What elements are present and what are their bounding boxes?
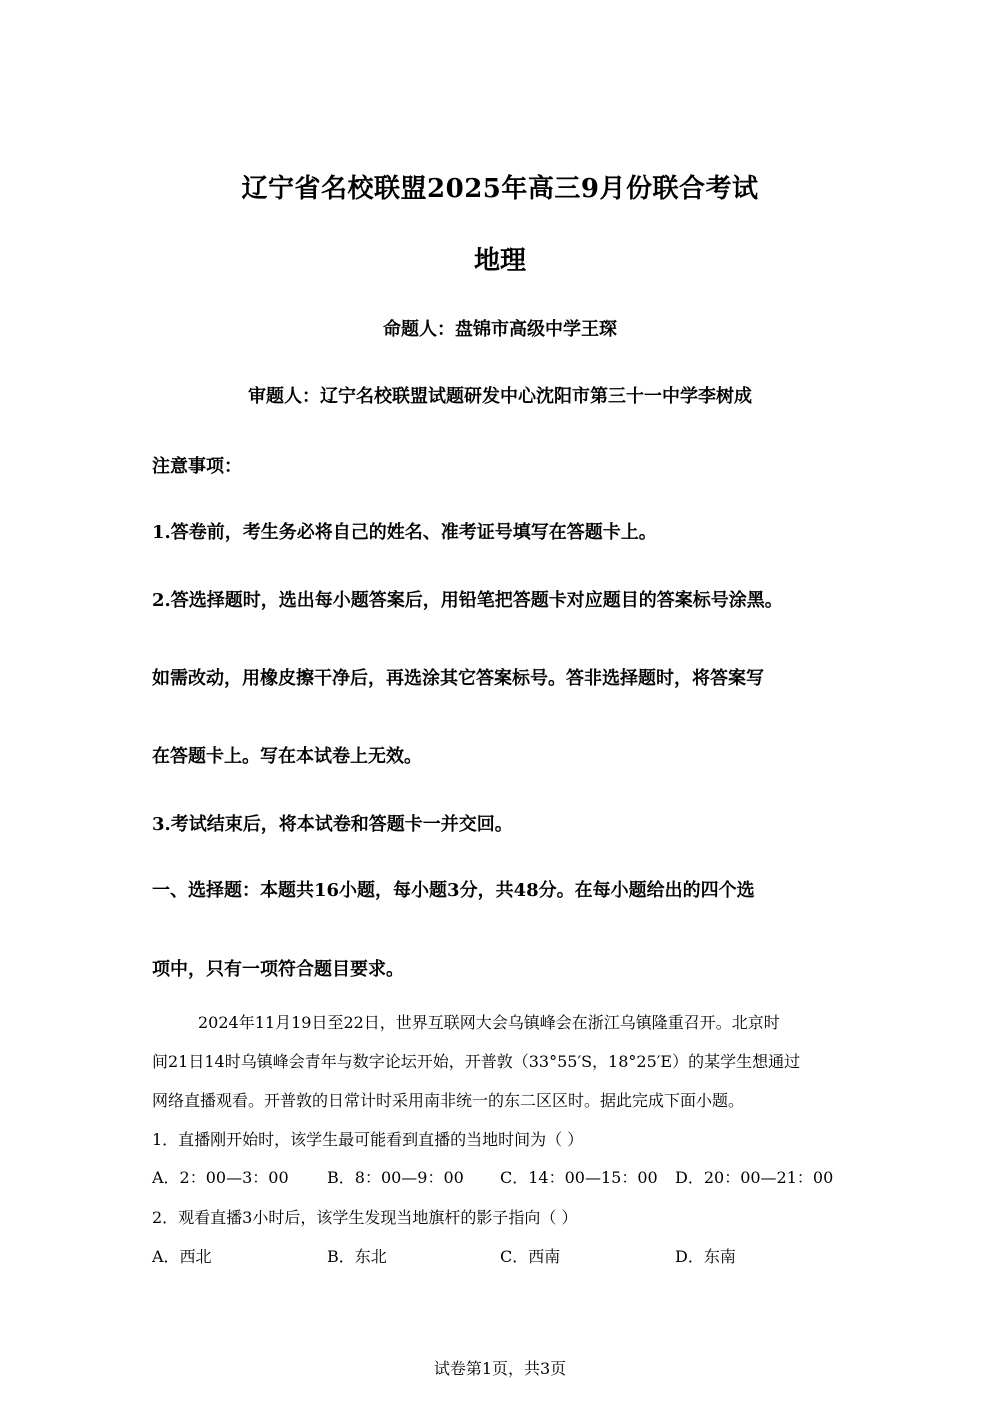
question-1-option-a: A．2：00—3：00 bbox=[152, 1168, 289, 1187]
author-line: 命题人：盘锦市高级中学王琛 bbox=[383, 319, 617, 340]
question-1-option-d: D．20：00—21：00 bbox=[675, 1168, 834, 1187]
question-2-option-a: A．西北 bbox=[152, 1247, 212, 1266]
question-2-option-c: C．西南 bbox=[500, 1247, 561, 1266]
notice-heading: 注意事项： bbox=[152, 456, 242, 477]
notice-item-3: 3.考试结束后，将本试卷和答题卡一并交回。 bbox=[152, 814, 513, 835]
exam-title: 辽宁省名校联盟2025年高三9月份联合考试 bbox=[241, 174, 759, 204]
question-2-option-d: D．东南 bbox=[675, 1247, 736, 1266]
passage-line-1: 2024年11月19日至22日，世界互联网大会乌镇峰会在浙江乌镇隆重召开。北京时 bbox=[198, 1013, 780, 1032]
notice-item-2-line-2: 如需改动，用橡皮擦干净后，再选涂其它答案标号。答非选择题时，将答案写 bbox=[152, 668, 764, 689]
notice-item-2-line-1: 2.答选择题时，选出每小题答案后，用铅笔把答题卡对应题目的答案标号涂黑。 bbox=[152, 590, 783, 611]
subject-title: 地理 bbox=[473, 246, 526, 276]
passage-line-2: 间21日14时乌镇峰会青年与数字论坛开始，开普敦（33°55′S，18°25′E）的某学生想通过 bbox=[152, 1052, 801, 1071]
question-1-stem: 1．直播刚开始时，该学生最可能看到直播的当地时间为（ ） bbox=[152, 1130, 584, 1149]
notice-item-1: 1.答卷前，考生务必将自己的姓名、准考证号填写在答题卡上。 bbox=[152, 522, 657, 543]
question-2-stem: 2．观看直播3小时后，该学生发现当地旗杆的影子指向（ ） bbox=[152, 1208, 578, 1227]
question-2-option-b: B．东北 bbox=[327, 1247, 387, 1266]
section-heading-line-2: 项中，只有一项符合题目要求。 bbox=[152, 959, 404, 980]
question-1-option-b: B．8：00—9：00 bbox=[327, 1168, 464, 1187]
page-footer: 试卷第1页，共3页 bbox=[433, 1359, 567, 1378]
question-1-option-c: C．14：00—15：00 bbox=[500, 1168, 658, 1187]
passage-line-3: 网络直播观看。开普敦的日常计时采用南非统一的东二区区时。据此完成下面小题。 bbox=[152, 1091, 745, 1110]
notice-item-2-line-3: 在答题卡上。写在本试卷上无效。 bbox=[152, 746, 422, 767]
reviewer-line: 审题人：辽宁名校联盟试题研发中心沈阳市第三十一中学李树成 bbox=[248, 386, 752, 407]
section-heading-line-1: 一、选择题：本题共16小题，每小题3分，共48分。在每小题给出的四个选 bbox=[152, 880, 755, 901]
